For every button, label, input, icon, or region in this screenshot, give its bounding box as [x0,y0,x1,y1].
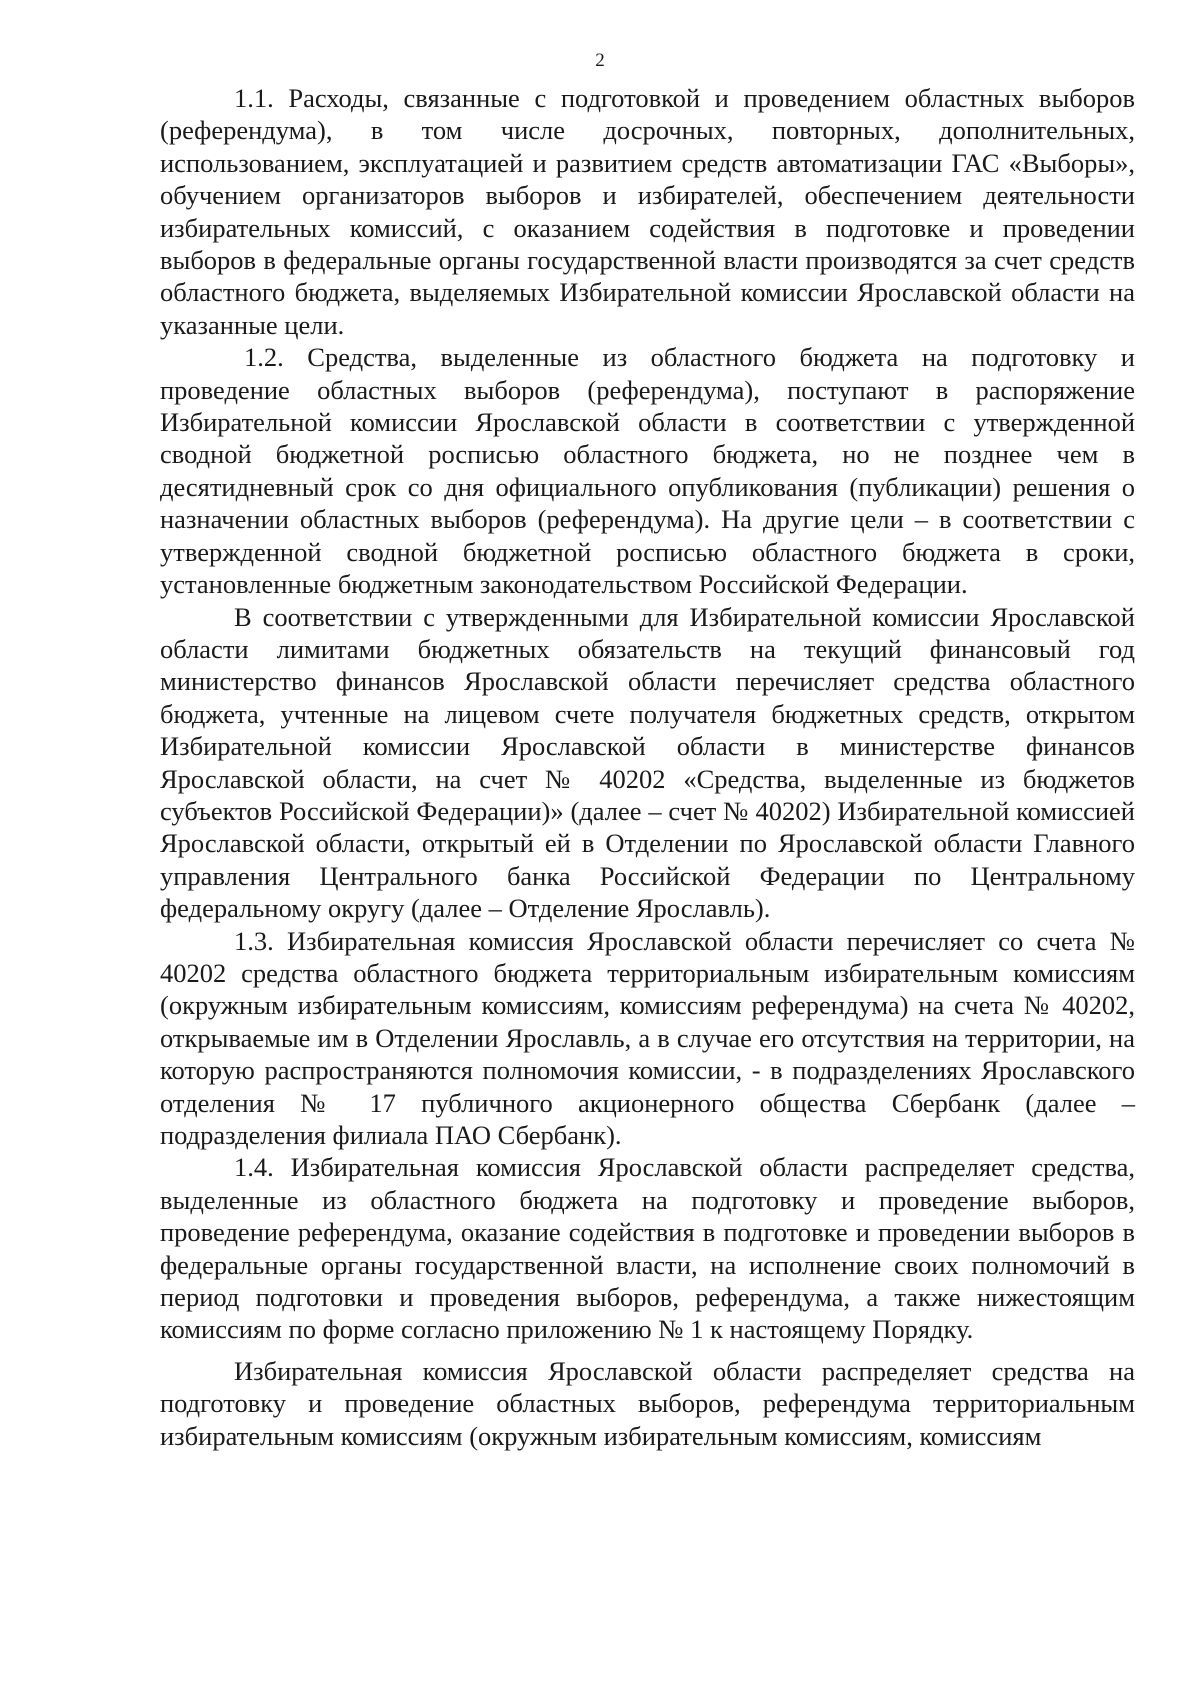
paragraph-transfer-account: В соответствии с утвержденными для Избирательной комиссии Ярославской области лимитами бюджетных обязательств на текущий финансовый год министерство финансов Ярославской области перечисляет средства областного бюджета, учтенные на лицевом счете получателя бюджетных средств, открытом Избирательной комиссии Ярославской области в министерстве финансов Ярославской области, на счет № 40202 «Средства, выделенные из бюджетов субъектов Российской Федерации)» (далее – счет № 40202) Избирательной комиссией Ярославской области, открытый ей в Отделении по Ярославской области Главного управления Центрального банка Российской Федерации по Центральному федеральному округу (далее – Отделение Ярославль). [160,601,1135,924]
paragraph-1-3: 1.3. Избирательная комиссия Ярославской области перечисляет со счета № 40202 средства областного бюджета территориальным избирательным комиссиям (окружным избирательным комиссиям, комиссиям референдума) на счета № 40202, открываемые им в Отделении Ярославль, а в случае его отсутствия на территории, на которую распространяются полномочия комиссии, - в подразделениях Ярославского отделения № 17 публичного акционерного общества Сбербанк (далее – подразделения филиала ПАО Сбербанк). [160,925,1135,1150]
paragraph-1-1: 1.1. Расходы, связанные с подготовкой и проведением областных выборов (референдума), в том числе досрочных, повторных, дополнительных, использованием, эксплуатацией и развитием средств автоматизации ГАС «Выборы», обучением организаторов выборов и избирателей, обеспечением деятельности избирательных комиссий, с оказанием содействия в подготовке и проведении выборов в федеральные органы государственной власти производятся за счет средств областного бюджета, выделяемых Избирательной комиссии Ярославской области на указанные цели. [160,83,1135,340]
paragraph-distribution: Избирательная комиссия Ярославской области распределяет средства на подготовку и проведение областных выборов, референдума территориальным избирательным комиссиям (окружным избирательным комиссиям, комиссиям [160,1355,1135,1451]
document-body [160,82,1135,1452]
paragraph-1-2: 1.2. Средства, выделенные из областного бюджета на подготовку и проведение областных выборов (референдума), поступают в распоряжение Избирательной комиссии Ярославской области в соответствии с утвержденной сводной бюджетной росписью областного бюджета, но не позднее чем в десятидневный срок со дня официального опубликования (публикации) решения о назначении областных выборов (референдума). На другие цели – в соответствии с утвержденной сводной бюджетной росписью областного бюджета в сроки, установленные бюджетным законодательством Российской Федерации. [160,342,1135,600]
page-number: 2 [595,50,605,71]
paragraph-1-4: 1.4. Избирательная комиссия Ярославской области распределяет средства, выделенные из областного бюджета на подготовку и проведение выборов, проведение референдума, оказание содействия в подготовке и проведении выборов в федеральные органы государственной власти, на исполнение своих полномочий в период подготовки и проведения выборов, референдума, а также нижестоящим комиссиям по форме согласно приложению № 1 к настоящему Порядку. [160,1152,1135,1345]
